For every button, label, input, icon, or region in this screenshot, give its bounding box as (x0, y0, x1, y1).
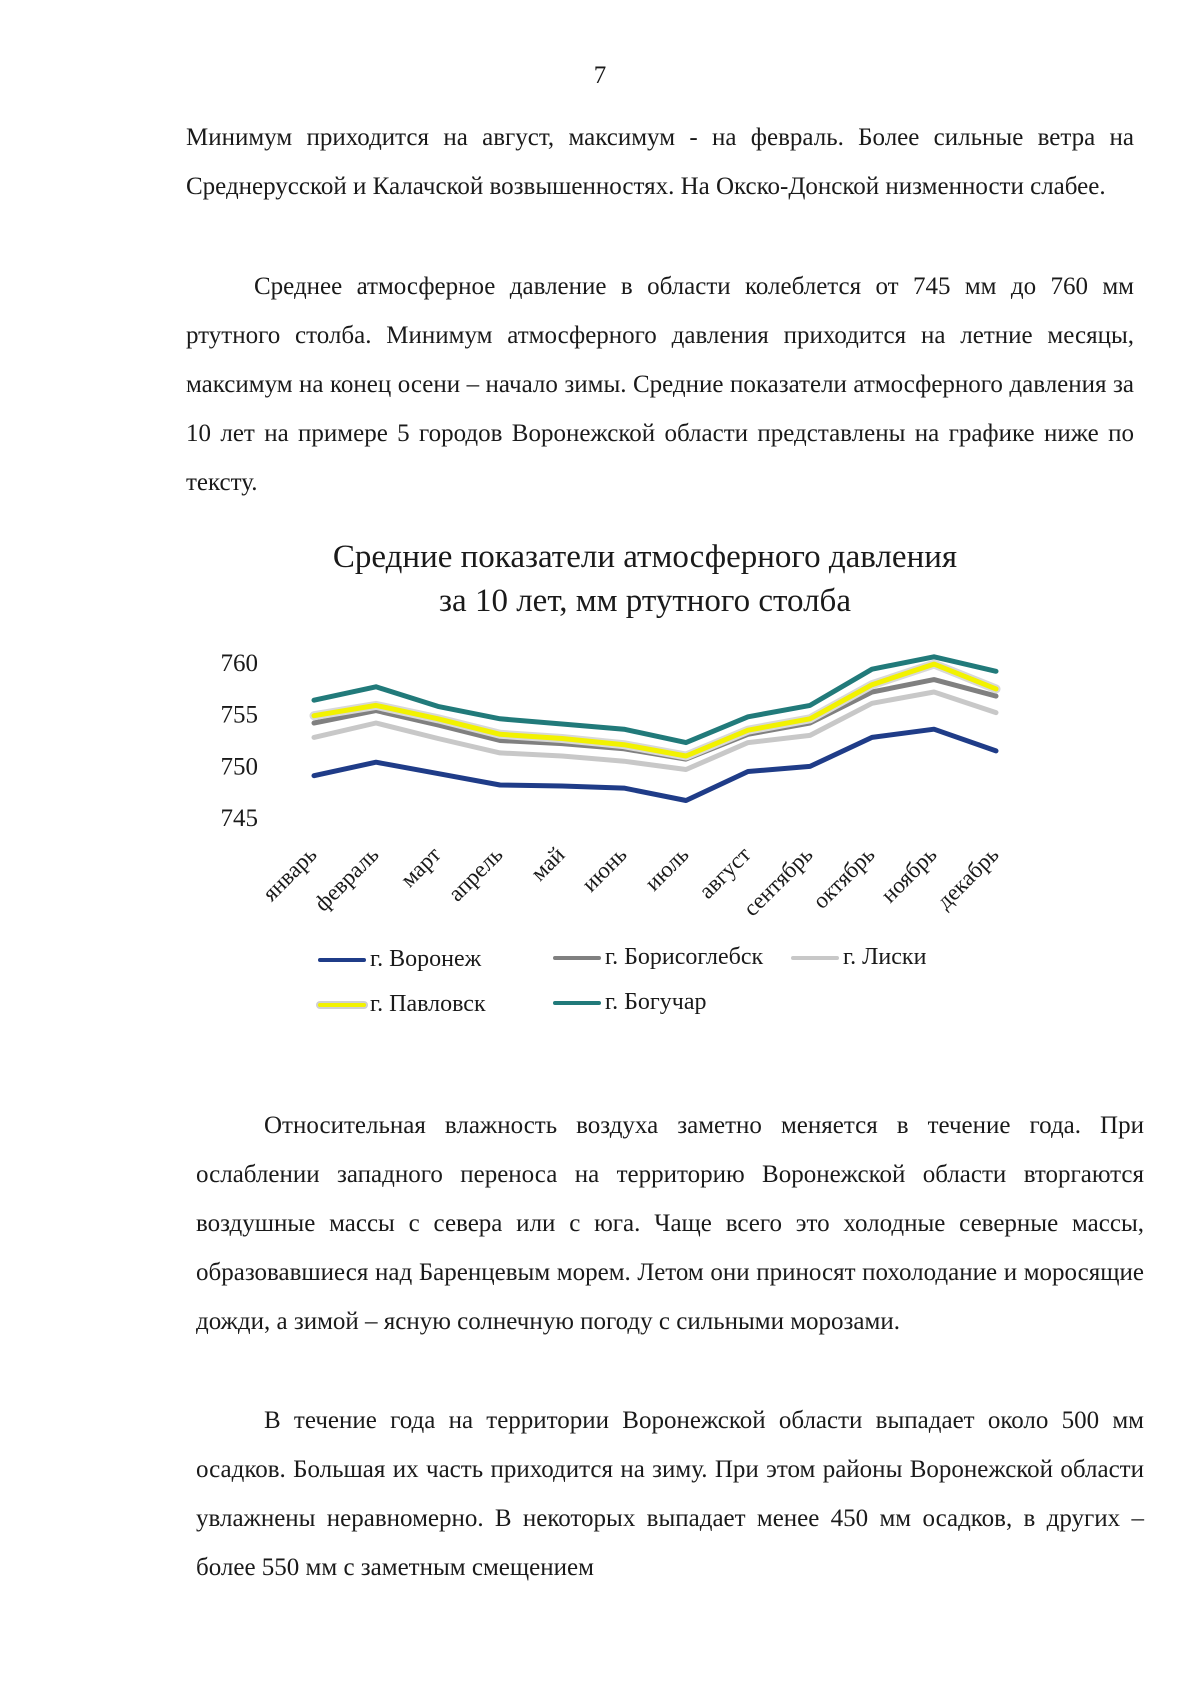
chart-title-line-1: Средние показатели атмосферного давления (332, 539, 958, 575)
page-number: 7 (593, 62, 607, 89)
y-tick-label: 755 (220, 701, 258, 729)
x-tick-label: сентябрь (738, 841, 818, 922)
legend-item (553, 944, 763, 971)
legend-label: г. Лиски (843, 944, 927, 970)
legend-swatch (553, 1001, 601, 1005)
legend-item (318, 946, 481, 973)
y-tick-label: 750 (220, 753, 258, 781)
paragraph-pressure-text: Среднее атмосферное давление в области колеблется от 745 мм до 760 мм ртутного столба. Минимум атмосферного давления приходится на летние месяцы, максимум на конец осени – начало зимы. Средние показатели атмосферного давления за 10 лет на примере 5 городов Воронежской области представлены на графике ниже по тексту. (186, 273, 1134, 496)
chart-title-line-2: за 10 лет, мм ртутного столба (439, 583, 851, 619)
legend-swatch (553, 956, 601, 960)
legend-item (318, 991, 486, 1018)
legend-swatch (318, 1003, 366, 1007)
legend-item (553, 989, 706, 1016)
paragraph-precipitation-text: В течение года на территории Воронежской области выпадает около 500 мм осадков. Большая их часть приходится на зиму. При этом районы Воронежской области увлажнены неравномерно. В некоторых выпадает менее 450 мм осадков, в других – более 550 мм с заметным смещением (196, 1407, 1144, 1581)
legend-swatch (791, 956, 839, 960)
legend-label: г. Богучар (605, 989, 707, 1015)
legend-item (791, 944, 926, 971)
x-tick-label: февраль (309, 841, 384, 917)
x-tick-label: январь (257, 841, 322, 906)
y-tick-label: 745 (220, 805, 258, 832)
x-tick-label: май (525, 841, 570, 886)
legend-label: г. Борисоглебск (605, 944, 764, 970)
paragraph-precipitation (196, 1396, 1144, 1592)
x-tick-label: март (395, 841, 446, 892)
x-tick-label: июнь (576, 841, 632, 897)
paragraph-humidity (196, 1101, 1144, 1346)
legend-label: г. Павловск (370, 991, 486, 1017)
y-tick-label: 760 (220, 650, 258, 677)
x-tick-label: ноябрь (876, 841, 942, 908)
legend-swatch (318, 958, 366, 962)
x-tick-label: август (693, 841, 756, 904)
paragraph-wind-text: Минимум приходится на август, максимум - на февраль. Более сильные ветра на Среднерусской и Калачской возвышенностях. На Окско-Донской низменности слабее. (186, 124, 1134, 200)
paragraph-humidity-text: Относительная влажность воздуха заметно меняется в течение года. При ослаблении западного переноса на территорию Воронежской области вторгаются воздушные массы с севера или с юга. Чаще всего это холодные северные массы, образовавшиеся над Баренцевым морем. Летом они приносят похолодание и моросящие дожди, а зимой – ясную солнечную погоду с сильными морозами. (196, 1112, 1144, 1335)
x-tick-label: декабрь (931, 841, 1004, 914)
x-tick-label: октябрь (807, 841, 880, 914)
series-line-liski (314, 692, 996, 770)
legend-label: г. Воронеж (370, 946, 482, 972)
x-tick-label: июль (639, 841, 694, 896)
x-tick-label: апрель (443, 841, 508, 907)
